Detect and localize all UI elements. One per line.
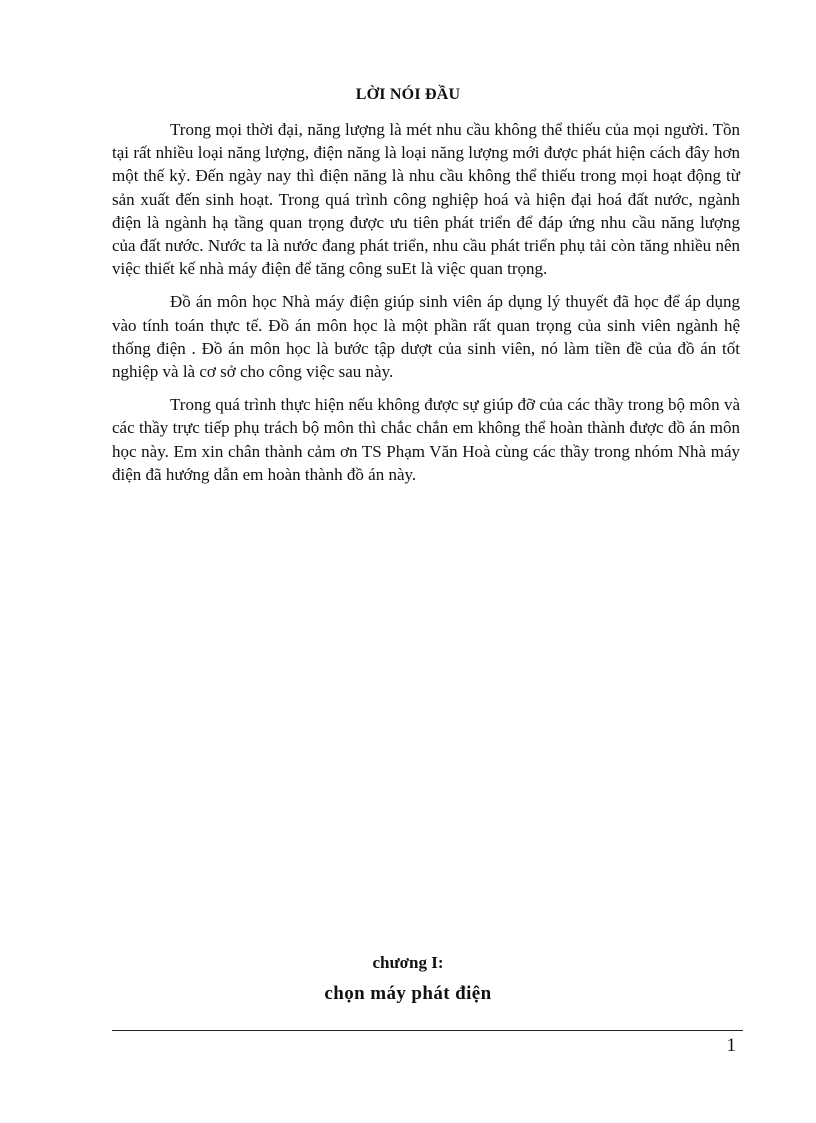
paragraph: Trong mọi thời đại, năng lượng là mét nhu cầu không thể thiếu của mọi người. Tồn tại rất nhiều loại năng lượng, điện năng là loại năng lượng mới được phát hiện cách đây hơn một thế kỷ. Đến ngày nay thì điện năng là nhu cầu không thể thiếu trong mọi hoạt động từ sản xuất đến sinh hoạt. Trong quá trình công nghiệp hoá và hiện đại hoá đất nước, ngành điện là ngành hạ tầng quan trọng được ưu tiên phát triển để đáp ứng nhu cầu năng lượng của đất nước. Nước ta là nước đang phát triển, nhu cầu phát triển phụ tải còn tăng nhiều nên việc thiết kế nhà máy điện để tăng công suEt là việc quan trọng. [112, 120, 740, 279]
chapter-title: chọn máy phát điện [324, 983, 492, 1004]
paragraph: Trong quá trình thực hiện nếu không được sự giúp đỡ của các thầy trong bộ môn và các thầy trực tiếp phụ trách bộ môn thì chắc chắn em không thể hoàn thành được đồ án môn học này. Em xin chân thành cảm ơn TS Phạm Văn Hoà cùng các thầy trong nhóm Nhà máy điện đã hướng dẫn em hoàn thành đồ án này. [112, 395, 740, 484]
footer-divider [112, 1030, 743, 1031]
paragraph: Đồ án môn học Nhà máy điện giúp sinh viên áp dụng lý thuyết đã học để áp dụng vào tính toán thực tế. Đồ án môn học là một phần rất quan trọng của sinh viên ngành hệ thống điện . Đồ án môn học là bước tập dượt của sinh viên, nó làm tiền đề của đồ án tốt nghiệp và là cơ sở cho công việc sau này. [112, 292, 740, 382]
page-title: LỜI NÓI ĐẦU [355, 86, 461, 103]
chapter-label: chương I: [372, 953, 444, 972]
preface-body [112, 118, 740, 496]
page-number: 1 [726, 1035, 736, 1056]
